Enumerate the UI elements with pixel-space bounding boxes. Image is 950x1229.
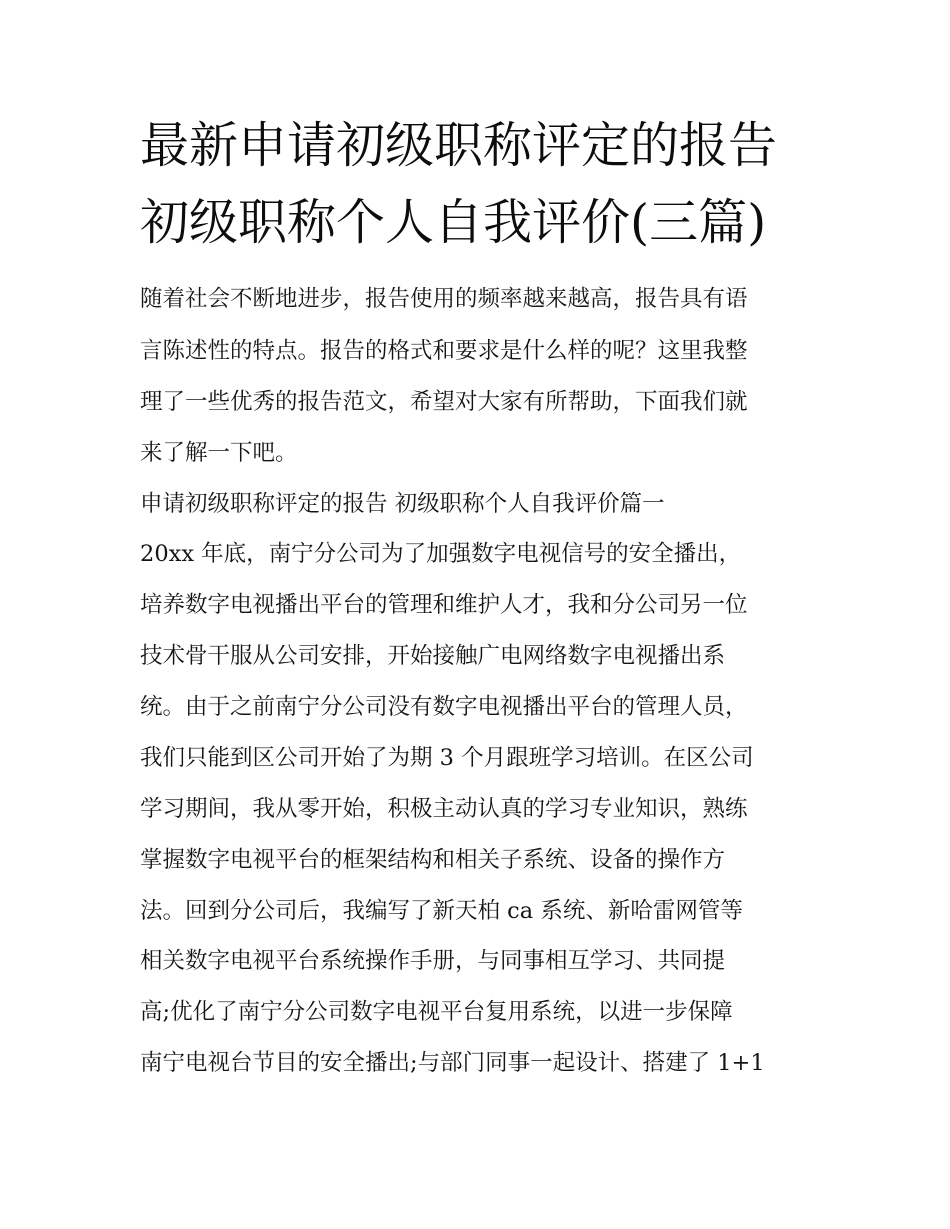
body-paragraph-line: 统。由于之前南宁分公司没有数字电视播出平台的管理人员，: [140, 694, 748, 720]
intro-paragraph-line: 来了解一下吧。: [140, 440, 298, 466]
body-paragraph-line: 南宁电视台节目的安全播出;与部门同事一起设计、搭建了 1+1: [140, 1050, 765, 1076]
document-title-line-2: 初级职称个人自我评价(三篇): [140, 194, 767, 251]
body-paragraph-line: 相关数字电视平台系统操作手册，与同事相互学习、共同提: [140, 948, 726, 974]
body-paragraph-line: 掌握数字电视平台的框架结构和相关子系统、设备的操作方: [140, 847, 726, 873]
body-paragraph-line: 培养数字电视播出平台的管理和维护人才，我和分公司另一位: [140, 592, 748, 618]
body-paragraph-line: 高;优化了南宁分公司数字电视平台复用系统，以进一步保障: [140, 999, 733, 1025]
body-paragraph-line: 20xx 年底，南宁分公司为了加强数字电视信号的安全播出，: [140, 541, 742, 567]
body-paragraph-line: 我们只能到区公司开始了为期 3 个月跟班学习培训。在区公司: [140, 745, 754, 771]
intro-paragraph-line: 言陈述性的特点。报告的格式和要求是什么样的呢？这里我整: [140, 338, 748, 364]
body-paragraph-line: 法。回到分公司后，我编写了新天柏 ca 系统、新哈雷网管等: [140, 898, 743, 924]
body-paragraph-line: 技术骨干服从公司安排，开始接触广电网络数字电视播出系: [140, 643, 726, 669]
intro-paragraph-line: 随着社会不断地进步，报告使用的频率越来越高，报告具有语: [140, 286, 748, 312]
document-title-line-1: 最新申请初级职称评定的报告: [140, 117, 778, 174]
body-paragraph-line: 学习期间，我从零开始，积极主动认真的学习专业知识，熟练: [140, 796, 748, 822]
section-heading: 申请初级职称评定的报告 初级职称个人自我评价篇一: [140, 491, 665, 517]
intro-paragraph-line: 理了一些优秀的报告范文，希望对大家有所帮助，下面我们就: [140, 389, 748, 415]
